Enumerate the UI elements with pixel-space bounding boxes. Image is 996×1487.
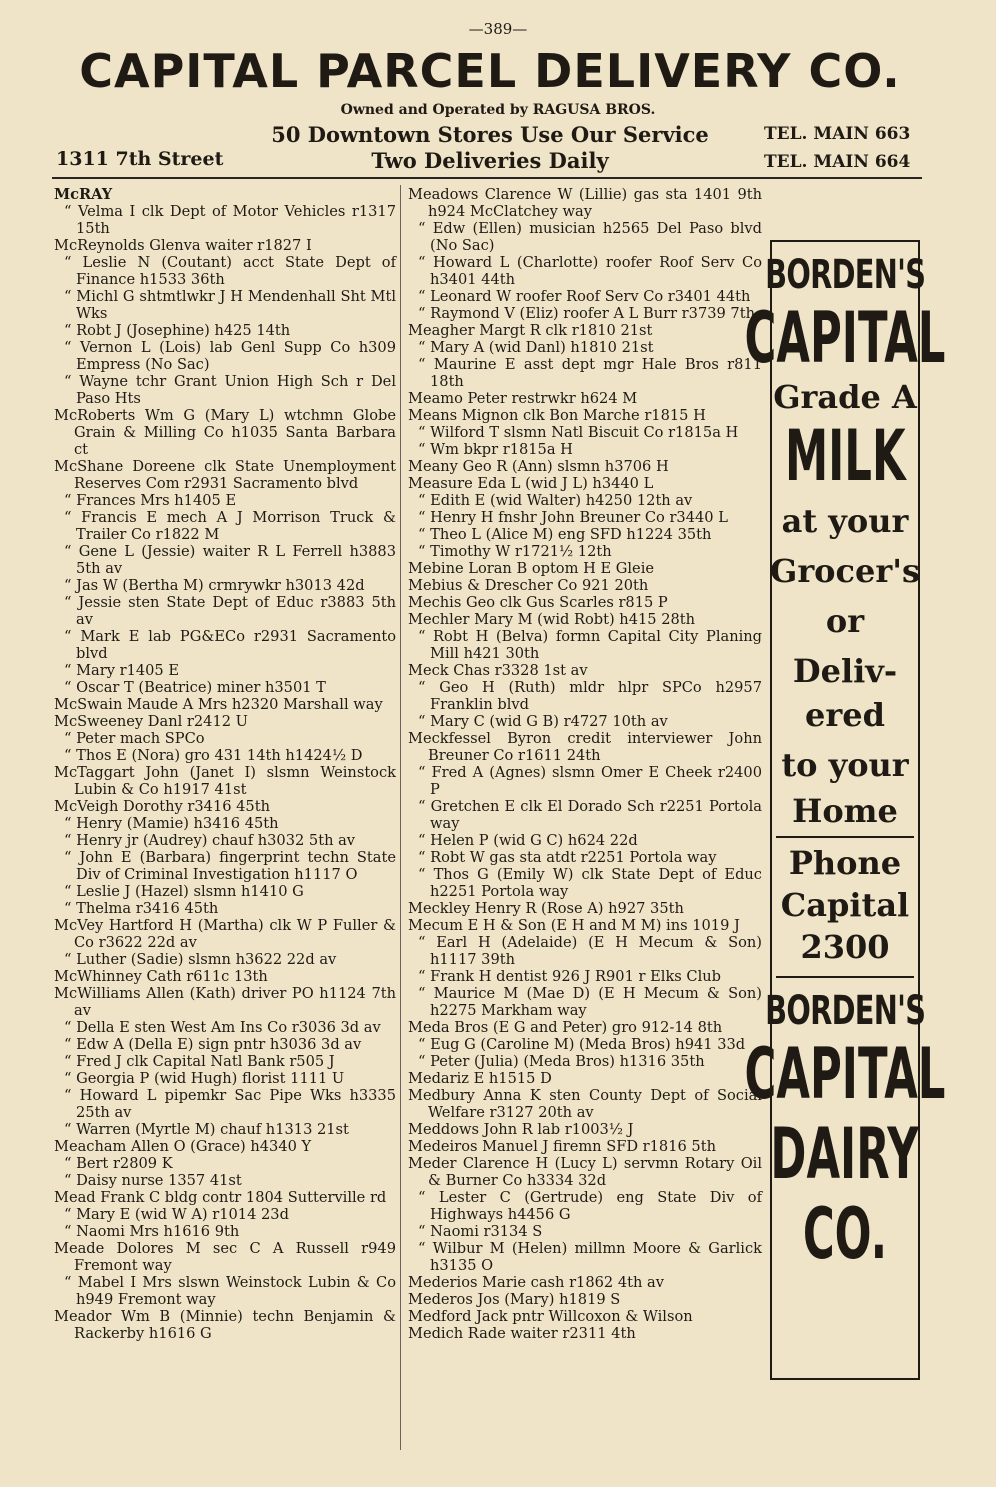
directory-entry: Means Mignon clk Bon Marche r1815 H [408,407,706,424]
ad-divider-1 [776,836,914,838]
directory-entry: Mechler Mary M (wid Robt) h415 28th [408,611,696,628]
directory-entry: “ Timothy W r1721½ 12th [418,543,612,560]
directory-entry: Meacham Allen O (Grace) h4340 Y [54,1138,312,1155]
directory-column-2 [408,186,762,1342]
ad-company-4: CO. [802,1193,888,1275]
directory-entry: Meade Dolores M sec C A Russell r949 Fremont way [54,1240,396,1274]
directory-entry: Mederos Jos (Mary) h1819 S [408,1291,621,1308]
directory-entry: “ Leonard W roofer Roof Serv Co r3401 44th [418,288,751,305]
directory-entry: “ Della E sten West Am Ins Co r3036 3d av [64,1019,381,1036]
directory-entry: “ Jessie sten State Dept of Educ r3883 5th av [64,594,396,628]
directory-entry: Meamo Peter restrwkr h624 M [408,390,638,407]
directory-entry: McReynolds Glenva waiter r1827 I [54,237,312,254]
directory-entry: Meagher Margt R clk r1810 21st [408,322,653,339]
directory-entry: “ Wayne tchr Grant Union High Sch r Del Paso Hts [64,373,396,407]
directory-entry: Meder Clarence H (Lucy L) servmn Rotary Oil & Burner Co h3334 32d [408,1155,762,1189]
directory-entry: Medariz E h1515 D [408,1070,552,1087]
directory-entry: “ Eug G (Caroline M) (Meda Bros) h941 33d [418,1036,746,1053]
directory-entry: Mead Frank C bldg contr 1804 Sutterville rd [54,1189,387,1206]
directory-entry: “ Robt W gas sta atdt r2251 Portola way [418,849,717,866]
directory-entry: “ Peter mach SPCo [64,730,205,747]
ad-line-7: Home [792,792,898,830]
directory-entry: “ Edw A (Della E) sign pntr h3036 3d av [64,1036,362,1053]
directory-entry: “ Gene L (Jessie) waiter R L Ferrell h3883 5th av [64,543,396,577]
ad-divider-2 [776,976,914,978]
directory-entry: “ Fred J clk Capital Natl Bank r505 J [64,1053,335,1070]
directory-entry: “ Jas W (Bertha M) crmrywkr h3013 42d [64,577,365,594]
directory-entry: Meany Geo R (Ann) slsmn h3706 H [408,458,669,475]
directory-entry: Meckfessel Byron credit interviewer John Breuner Co r1611 24th [408,730,762,764]
ad-company-2: CAPITAL [744,1033,946,1115]
directory-entry: McSweeney Danl r2412 U [54,713,248,730]
directory-entry: “ Henry jr (Audrey) chauf h3032 5th av [64,832,356,849]
directory-entry: “ Naomi r3134 S [418,1223,543,1240]
deliveries-line: Two Deliveries Daily [371,148,609,173]
directory-entry: “ Warren (Myrtle M) chauf h1313 21st [64,1121,349,1138]
ad-phone-exchange: Capital [780,886,910,924]
column-separator [400,185,401,1450]
directory-entry: Mebine Loran B optom H E Gleie [408,560,654,577]
directory-entry: Meda Bros (E G and Peter) gro 912-14 8th [408,1019,723,1036]
street-address: 1311 7th Street [56,148,224,170]
directory-entry: “ Wm bkpr r1815a H [418,441,573,458]
directory-entry: “ Geo H (Ruth) mldr hlpr SPCo h2957 Franklin blvd [418,679,762,713]
directory-entry: Medeiros Manuel J firemn SFD r1816 5th [408,1138,716,1155]
directory-entry: McSwain Maude A Mrs h2320 Marshall way [54,696,383,713]
directory-entry: Mechis Geo clk Gus Scarles r815 P [408,594,668,611]
telephone-1: TEL. MAIN 663 [764,124,911,144]
directory-entry: “ Mary r1405 E [64,662,180,679]
directory-column-1 [54,186,396,1342]
ad-line-5: ered [805,696,885,734]
directory-entry: Meddows John R lab r1003½ J [408,1121,634,1138]
ad-brand-2: CAPITAL [744,297,946,379]
directory-entry: “ Vernon L (Lois) lab Genl Supp Co h309 Empress (No Sac) [64,339,396,373]
directory-entry: “ Earl H (Adelaide) (E H Mecum & Son) h1117 39th [418,934,762,968]
directory-entry: McShane Doreene clk State Unemployment Reserves Com r2931 Sacramento blvd [54,458,396,492]
ad-line-4: Deliv- [792,652,898,690]
directory-entry: “ Howard L (Charlotte) roofer Roof Serv Co h3401 44th [418,254,762,288]
directory-entry: “ Edw (Ellen) musician h2565 Del Paso blvd (No Sac) [418,220,762,254]
directory-entry: McRAY [54,186,113,203]
directory-entry: Meckley Henry R (Rose A) h927 35th [408,900,684,917]
ad-grade: Grade A [773,378,917,416]
directory-entry: Mederios Marie cash r1862 4th av [408,1274,664,1291]
ad-phone-label: Phone [788,844,902,882]
directory-entry: “ Mark E lab PG&ECo r2931 Sacramento blvd [64,628,396,662]
directory-entry: “ Velma I clk Dept of Motor Vehicles r1317 15th [64,203,396,237]
directory-entry: “ Frances Mrs h1405 E [64,492,237,509]
directory-entry: McWhinney Cath r611c 13th [54,968,268,985]
directory-entry: “ Thos E (Nora) gro 431 14th h1424½ D [64,747,363,764]
directory-entry: “ Maurine E asst dept mgr Hale Bros r811 18th [418,356,762,390]
ad-brand-1: BORDEN'S [764,252,926,298]
directory-entry: “ Raymond V (Eliz) roofer A L Burr r3739 7th [418,305,755,322]
directory-entry: Meador Wm B (Minnie) techn Benjamin & Rackerby h1616 G [54,1308,396,1342]
directory-entry: “ Francis E mech A J Morrison Truck & Trailer Co r1822 M [64,509,396,543]
directory-entry: “ Wilford T slsmn Natl Biscuit Co r1815a H [418,424,739,441]
ad-company-3: DAIRY [770,1113,920,1195]
directory-entry: “ Fred A (Agnes) slsmn Omer E Cheek r2400 P [418,764,762,798]
directory-entry: McWilliams Allen (Kath) driver PO h1124 7th av [54,985,396,1019]
directory-entry: “ Frank H dentist 926 J R901 r Elks Club [418,968,721,985]
directory-entry: McTaggart John (Janet I) slsmn Weinstock Lubin & Co h1917 41st [54,764,396,798]
ad-company-1: BORDEN'S [764,988,926,1034]
directory-entry: “ Bert r2809 K [64,1155,173,1172]
directory-entry: “ Thelma r3416 45th [64,900,219,917]
directory-entry: “ Mary A (wid Danl) h1810 21st [418,339,654,356]
directory-entry: “ Gretchen E clk El Dorado Sch r2251 Portola way [418,798,762,832]
ad-line-6: to your [781,746,909,784]
directory-entry: “ Helen P (wid G C) h624 22d [418,832,638,849]
directory-entry: “ Michl G shtmtlwkr J H Mendenhall Sht Mtl Wks [64,288,396,322]
directory-entry: “ Oscar T (Beatrice) miner h3501 T [64,679,326,696]
directory-entry: McVeigh Dorothy r3416 45th [54,798,270,815]
directory-entry: “ Lester C (Gertrude) eng State Div of Highways h4456 G [418,1189,762,1223]
ad-product: MILK [784,415,906,497]
directory-entry: Medich Rade waiter r2311 4th [408,1325,636,1342]
directory-entry: “ Thos G (Emily W) clk State Dept of Educ h2251 Portola way [418,866,762,900]
directory-entry: “ Wilbur M (Helen) millmn Moore & Garlick h3135 O [418,1240,762,1274]
directory-entry: Meadows Clarence W (Lillie) gas sta 1401 9th h924 McClatchey way [408,186,762,220]
directory-entry: “ Naomi Mrs h1616 9th [64,1223,240,1240]
borden-milk-advertisement [744,240,946,1380]
directory-entry: Meck Chas r3328 1st av [408,662,588,679]
telephone-2: TEL. MAIN 664 [764,152,911,172]
directory-entry: Mebius & Drescher Co 921 20th [408,577,649,594]
directory-entry: Mecum E H & Son (E H and M M) ins 1019 J [408,917,740,934]
directory-entry: Measure Eda L (wid J L) h3440 L [408,475,654,492]
directory-entry: “ Leslie J (Hazel) slsmn h1410 G [64,883,304,900]
directory-entry: “ Henry H fnshr John Breuner Co r3440 L [418,509,728,526]
directory-entry: Medbury Anna K sten County Dept of Social Welfare r3127 20th av [408,1087,762,1121]
page-number: —389— [468,20,528,38]
directory-entry: “ Robt J (Josephine) h425 14th [64,322,291,339]
header-rule [52,177,922,179]
page-title: CAPITAL PARCEL DELIVERY CO. [79,44,901,98]
directory-entry: “ Robt H (Belva) formn Capital City Planing Mill h421 30th [418,628,762,662]
directory-entry: McRoberts Wm G (Mary L) wtchmn Globe Grain & Milling Co h1035 Santa Barbara ct [54,407,396,458]
directory-entry: “ Howard L pipemkr Sac Pipe Wks h3335 25th av [64,1087,396,1121]
owned-by-line: Owned and Operated by RAGUSA BROS. [340,102,656,118]
directory-entry: “ Theo L (Alice M) eng SFD h1224 35th [418,526,712,543]
directory-entry: “ Henry (Mamie) h3416 45th [64,815,279,832]
directory-entry: “ Mary E (wid W A) r1014 23d [64,1206,289,1223]
ad-line-2: Grocer's [769,552,921,590]
stores-line: 50 Downtown Stores Use Our Service [271,122,709,147]
directory-entry: “ Edith E (wid Walter) h4250 12th av [418,492,693,509]
directory-entry: “ Peter (Julia) (Meda Bros) h1316 35th [418,1053,705,1070]
directory-entry: “ Daisy nurse 1357 41st [64,1172,242,1189]
directory-entry: “ Georgia P (wid Hugh) florist 1111 U [64,1070,345,1087]
ad-line-3: or [825,602,865,640]
directory-entry: “ Mabel I Mrs slswn Weinstock Lubin & Co h949 Fremont way [64,1274,396,1308]
directory-entry: “ Maurice M (Mae D) (E H Mecum & Son) h2275 Markham way [418,985,762,1019]
directory-entry: Medford Jack pntr Willcoxon & Wilson [408,1308,693,1325]
directory-entry: “ Luther (Sadie) slsmn h3622 22d av [64,951,337,968]
ad-line-1: at your [781,502,909,540]
directory-entry: “ Mary C (wid G B) r4727 10th av [418,713,668,730]
directory-entry: “ Leslie N (Coutant) acct State Dept of Finance h1533 36th [64,254,396,288]
ad-phone-number: 2300 [800,928,890,966]
directory-entry: McVey Hartford H (Martha) clk W P Fuller & Co r3622 22d av [54,917,396,951]
directory-entry: “ John E (Barbara) fingerprint techn State Div of Criminal Investigation h1117 O [64,849,396,883]
